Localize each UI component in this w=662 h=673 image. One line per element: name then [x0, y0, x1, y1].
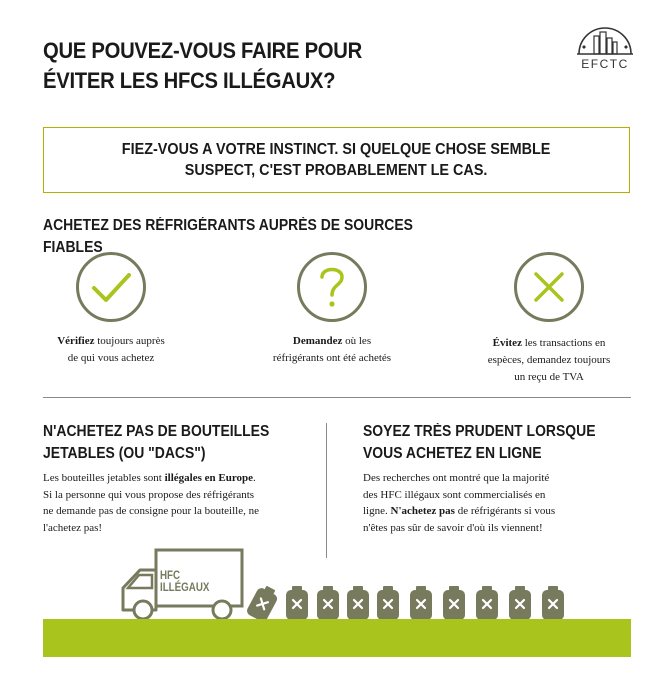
sources-heading: ACHETEZ DES RÉFRIGÉRANTS AUPRÈS DE SOURCES FIABLES	[43, 217, 413, 256]
gas-cylinder-icon	[540, 585, 566, 621]
check-caption-line2: de qui vous achetez	[67, 352, 155, 364]
question-caption	[257, 333, 407, 367]
check-caption-bold: Vérifiez	[57, 335, 95, 347]
disposable-p1: Les bouteilles jetables sont	[43, 472, 165, 484]
section-divider	[43, 397, 631, 398]
question-icon	[300, 255, 364, 319]
banner-line-1: FIEZ-VOUS A VOTRE INSTINCT. SI QUELQUE CHOSE SEMBLE	[122, 141, 551, 158]
online-heading	[363, 421, 633, 465]
gas-cylinder-icon	[284, 585, 310, 621]
cross-caption-line2: espèces, demandez toujours	[487, 354, 611, 366]
cross-caption	[469, 335, 629, 386]
logo-skyline-icon	[576, 26, 634, 58]
column-divider	[326, 423, 327, 558]
question-caption-rest: où les	[342, 335, 372, 347]
check-circle	[76, 252, 146, 322]
disposable-p2: Si la personne qui vous propose des réfrigérants	[43, 488, 255, 501]
online-p4: n'êtes pas sûr de savoir d'où ils viennent!	[363, 521, 543, 534]
cross-caption-rest: les transactions en	[521, 337, 606, 349]
online-p1: Des recherches ont montré que la majorité	[363, 472, 550, 484]
question-circle	[297, 252, 367, 322]
cross-circle	[514, 252, 584, 322]
online-heading-line1: SOYEZ TRÈS PRUDENT LORSQUE	[363, 423, 596, 440]
online-p2: des HFC illégaux sont commercialisés en	[363, 488, 546, 501]
check-caption-rest: toujours auprès	[94, 335, 165, 347]
disposable-text	[43, 470, 323, 536]
banner-line-2: SUSPECT, C'EST PROBABLEMENT LE CAS.	[185, 162, 488, 179]
gas-cylinder-icon	[315, 585, 341, 621]
gas-cylinder-icon	[408, 585, 434, 621]
online-p3-bold: N'achetez pas	[390, 505, 455, 517]
gas-cylinder-icon	[375, 585, 401, 621]
question-caption-bold: Demandez	[292, 335, 343, 347]
efctc-logo	[576, 26, 634, 72]
disposable-p1-end: .	[253, 472, 256, 484]
gas-cylinder-icon	[441, 585, 467, 621]
check-caption	[36, 333, 186, 367]
cross-icon	[517, 255, 581, 319]
question-caption-line2: réfrigérants ont été achetés	[272, 352, 392, 364]
page-title	[43, 36, 429, 96]
disposable-p1-bold: illégales en Europe	[164, 472, 254, 484]
online-heading-line2: VOUS ACHETEZ EN LIGNE	[363, 445, 542, 462]
online-p3b: de réfrigérants si vous	[454, 505, 556, 517]
online-text	[363, 470, 633, 536]
truck-label: HFC ILLÉGAUX	[160, 570, 210, 594]
disposable-heading-line1: N'ACHETEZ PAS DE BOUTEILLES	[43, 423, 270, 440]
gas-cylinder-icon	[474, 585, 500, 621]
disposable-p3: ne demande pas de consigne pour la bouteille, ne	[43, 505, 259, 517]
title-line-2: ÉVITER LES HFCS ILLÉGAUX?	[43, 68, 336, 93]
ground-bar	[43, 619, 631, 657]
disposable-heading-line2: JETABLES (OU "DACS")	[43, 445, 206, 462]
title-line-1: QUE POUVEZ-VOUS FAIRE POUR	[43, 38, 362, 63]
logo-text: EFCTC	[581, 57, 629, 71]
disposable-p4: l'achetez pas!	[43, 521, 103, 534]
gas-cylinder-icon	[345, 585, 371, 621]
cross-caption-bold: Évitez	[492, 337, 522, 349]
cross-caption-line3: un reçu de TVA	[514, 371, 584, 383]
gas-cylinder-icon	[507, 585, 533, 621]
instinct-banner	[43, 127, 630, 193]
check-icon	[79, 255, 143, 319]
online-p3a: ligne.	[363, 505, 391, 517]
disposable-heading	[43, 421, 313, 465]
